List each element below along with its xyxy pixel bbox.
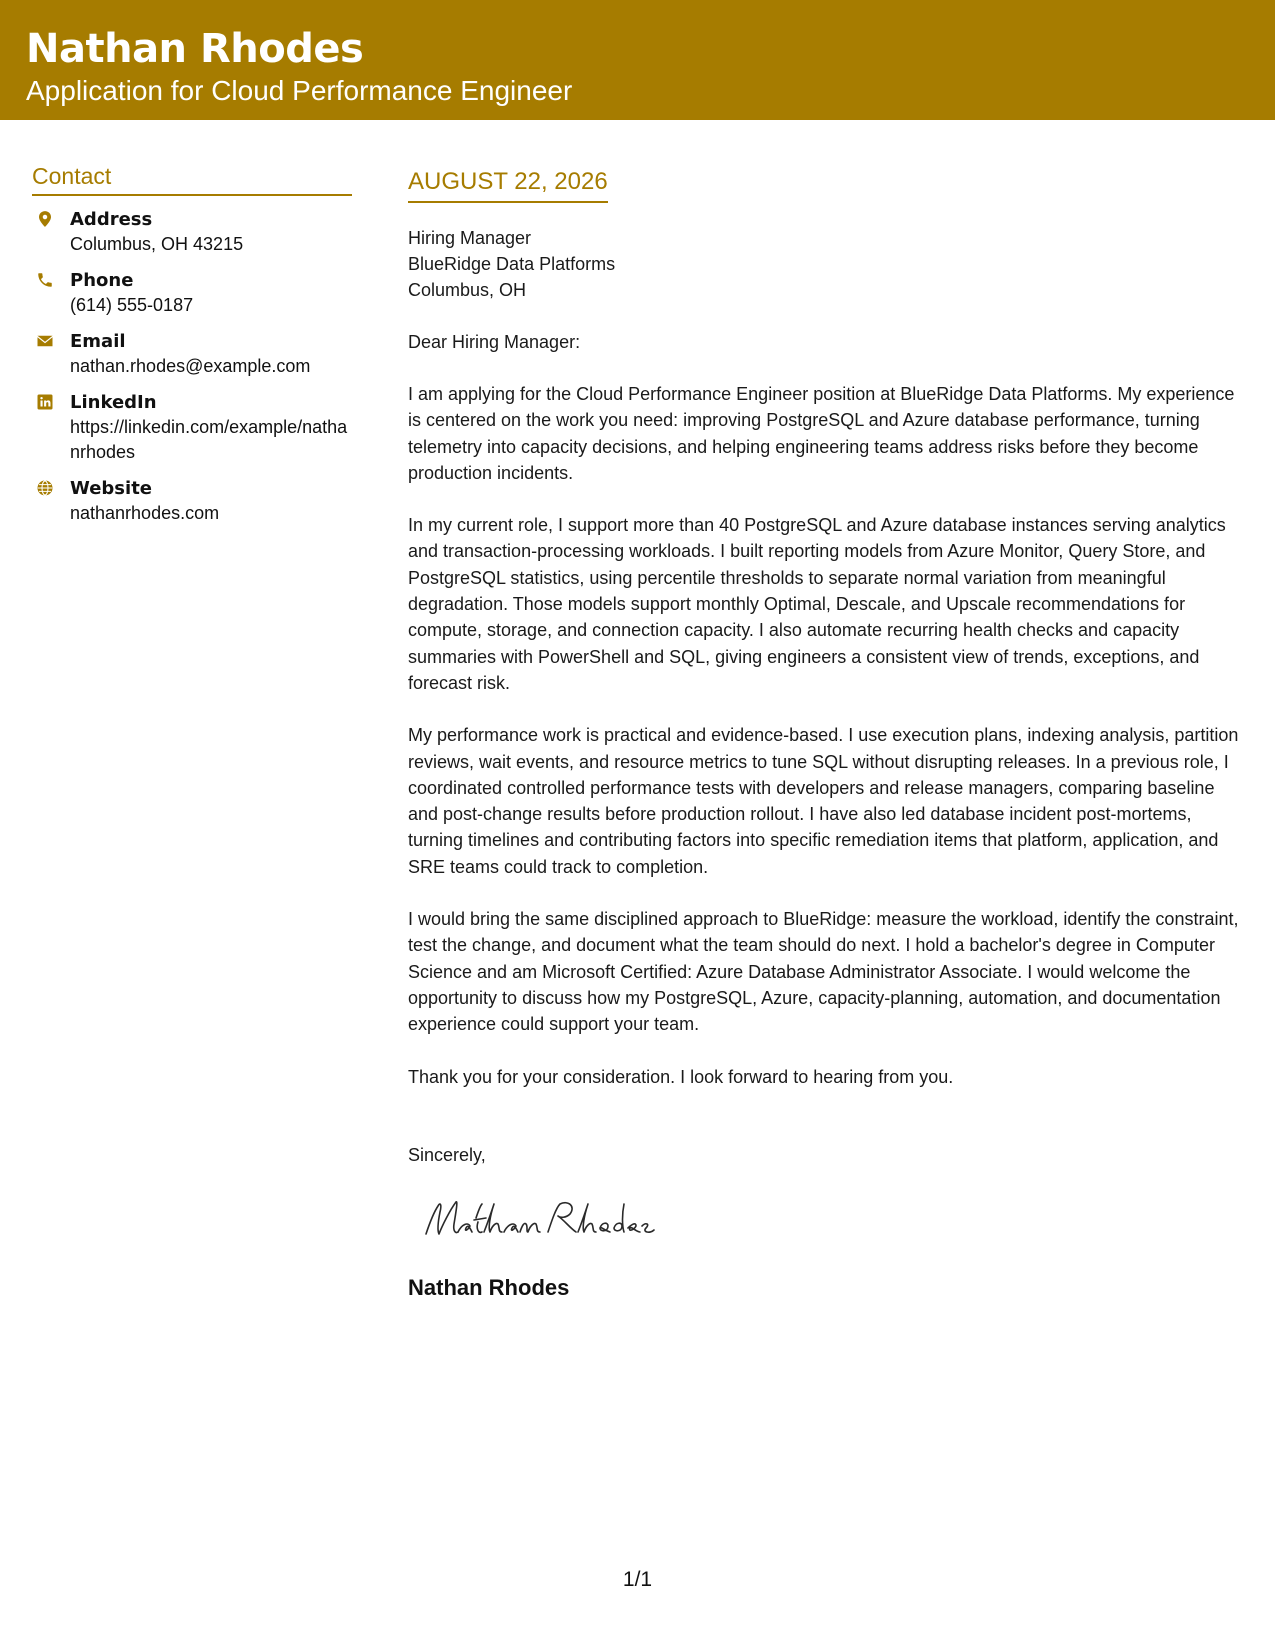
globe-icon — [32, 477, 70, 526]
contact-label: Website — [70, 478, 153, 499]
page-number: 1/1 — [622, 1568, 653, 1591]
phone-icon — [32, 269, 70, 318]
letter-body — [408, 166, 1248, 1302]
linkedin-icon — [32, 391, 70, 465]
letter-paragraph: I am applying for the Cloud Performance Engineer position at BlueRidge Data Platforms. My experience is centered on the work you need: improving PostgreSQL and Azure database performance, turning telemetry into capacity decisions, and helping engineering teams address risks before they become production incidents. — [408, 384, 1235, 483]
contact-label: Phone — [70, 270, 134, 291]
envelope-icon — [32, 330, 70, 379]
recipient-line: Columbus, OH — [408, 280, 527, 300]
letter-greeting: Dear Hiring Manager: — [408, 332, 581, 352]
letter-closing: Sincerely, — [408, 1144, 486, 1165]
contact-value: (614) 555-0187 — [70, 295, 194, 315]
contact-label: LinkedIn — [70, 392, 157, 413]
recipient-line: Hiring Manager — [408, 228, 532, 248]
recipient-block — [408, 225, 1248, 303]
letter-date: AUGUST 22, 2026 — [408, 166, 608, 203]
application-subtitle: Application for Cloud Performance Engineer — [26, 75, 573, 106]
map-pin-icon — [32, 208, 70, 257]
contact-value: nathanrhodes.com — [70, 503, 220, 523]
contact-linkedin — [32, 391, 352, 465]
contact-phone — [32, 269, 352, 318]
letter-paragraph: My performance work is practical and evidence-based. I use execution plans, indexing analysis, partition reviews, wait events, and resource metrics to tune SQL without disrupting releases. In a previous role, I coordinated controlled performance tests with developers and release managers, comparing baseline and post-change results before production rollout. I have also led database incident post-mortems, turning timelines and contributing factors into specific remediation items that platform, application, and SRE teams could track to completion. — [408, 725, 1239, 877]
letter-paragraph: I would bring the same disciplined approach to BlueRidge: measure the workload, identify the constraint, test the change, and document what the team should do next. I hold a bachelor's degree in Computer Science and am Microsoft Certified: Azure Database Administrator Associate. I would welcome the opportunity to discuss how my PostgreSQL, Azure, capacity-planning, automation, and documentation experience could support your team. — [408, 909, 1239, 1035]
header-banner — [0, 0, 1275, 120]
contact-address — [32, 208, 352, 257]
contact-label: Address — [70, 209, 153, 230]
contact-label: Email — [70, 331, 126, 352]
contact-sidebar — [32, 160, 352, 538]
contact-heading: Contact — [32, 160, 352, 196]
signed-name: Nathan Rhodes — [408, 1274, 570, 1300]
recipient-line: BlueRidge Data Platforms — [408, 254, 616, 274]
contact-email — [32, 330, 352, 379]
contact-value: Columbus, OH 43215 — [70, 234, 244, 254]
contact-website — [32, 477, 352, 526]
handwritten-signature — [420, 1192, 1248, 1252]
contact-value: https://linkedin.com/example/nathanrhodes — [70, 417, 348, 462]
letter-paragraph: In my current role, I support more than 40 PostgreSQL and Azure database instances serving analytics and transaction-processing workloads. I built reporting models from Azure Monitor, Query Store, and PostgreSQL statistics, using percentile thresholds to separate normal variation from meaningful degradation. Those models support monthly Optimal, Descale, and Upscale recommendations for compute, storage, and connection capacity. I also automate recurring health checks and capacity summaries with PowerShell and SQL, giving engineers a consistent view of trends, exceptions, and forecast risk. — [408, 515, 1226, 693]
contact-value: nathan.rhodes@example.com — [70, 356, 311, 376]
letter-paragraph: Thank you for your consideration. I look forward to hearing from you. — [408, 1066, 954, 1087]
applicant-name: Nathan Rhodes — [26, 26, 364, 72]
